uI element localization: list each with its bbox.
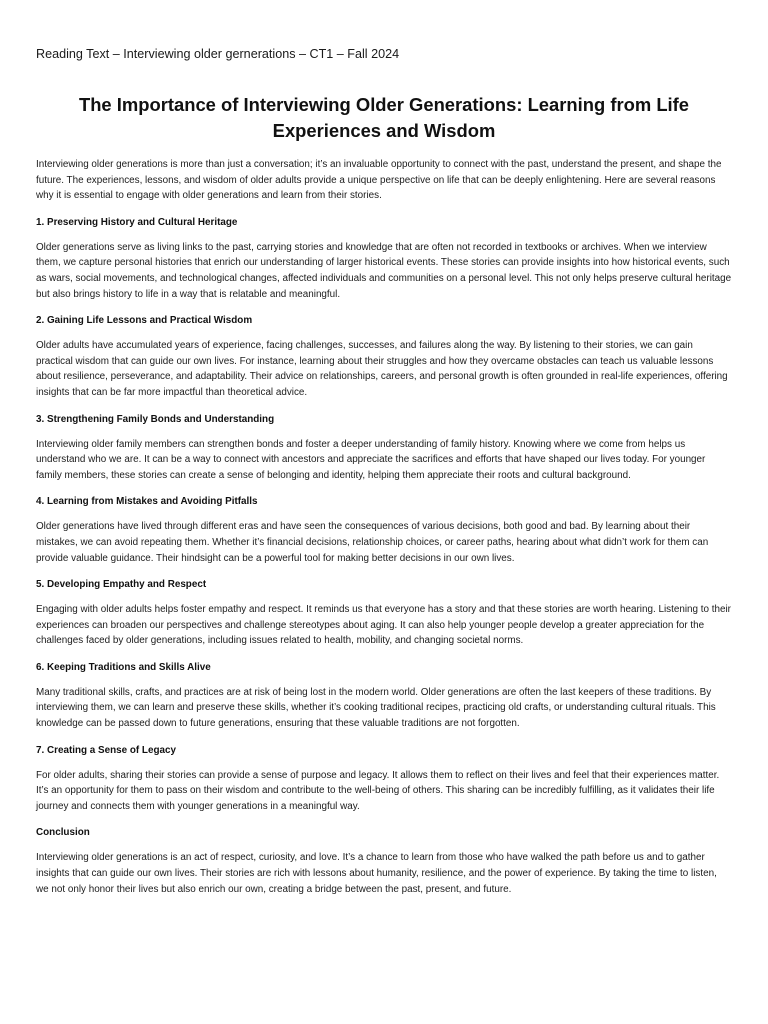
section-heading: 1. Preserving History and Cultural Heritage <box>36 216 238 228</box>
section-paragraph: Engaging with older adults helps foster empathy and respect. It reminds us that everyone has a story and that these stories are worth hearing. Listening to their experiences can broaden our perspectives and challenge stereotypes about aging. It can also help younger people develop a greater appreciation for the challenges faced by older generations, including issues related to health, mobility, and changing societal norms. <box>36 604 731 647</box>
conclusion-section <box>36 826 732 897</box>
section-heading: 2. Gaining Life Lessons and Practical Wisdom <box>36 315 253 327</box>
intro-paragraph: Interviewing older generations is more than just a conversation; it’s an invaluable opportunity to connect with the past, understand the present, and shape the future. The experiences, lessons, and wisdom of older adults provide a unique perspective on life that can be deeply enlightening. Here are several reasons why it is essential to engage with older generations and learn from their stories. <box>36 159 722 202</box>
section-paragraph: Older adults have accumulated years of experience, facing challenges, successes, and failures along the way. By listening to their stories, we can gain practical wisdom that can guide our own lives. For instance, learning about their struggles and how they overcame obstacles can teach us valuable lessons about resilience, perseverance, and adaptability. Their advice on relationships, careers, and personal growth is often grounded in real-life experiences, offering insights that can be far more impactful than theoretical advice. <box>36 340 728 398</box>
section-paragraph: Many traditional skills, crafts, and practices are at risk of being lost in the modern world. Older generations are often the last keepers of these traditions. By interviewing them, we can learn and preserve these skills, whether it’s cooking traditional recipes, practicing old crafts, or understanding cultural rituals. This knowledge can be passed down to future generations, ensuring that these valuable traditions are not forgotten. <box>36 686 716 730</box>
section-heading: 4. Learning from Mistakes and Avoiding Pitfalls <box>36 496 258 508</box>
section-paragraph: For older adults, sharing their stories can provide a sense of purpose and legacy. It allows them to reflect on their lives and feel that their experiences matter. It’s an opportunity for them to pass on their wisdom and contribute to the well-being of others. This sharing can be incredibly fulfilling, as it validates their life journey and connects them with younger generations in a meaningful way. <box>36 769 720 812</box>
section-7 <box>36 744 732 815</box>
section-heading: 3. Strengthening Family Bonds and Understanding <box>36 413 275 425</box>
conclusion-paragraph: Interviewing older generations is an act of respect, curiosity, and love. It’s a chance to learn from those who have walked the path before us and to gather insights that can guide our own lives. Their stories are rich with lessons about humanity, resilience, and the power of experience. By taking the time to listen, we not only honor their lives but also enrich our own, creating a bridge between the past, present, and future. <box>36 852 717 895</box>
section-heading: 7. Creating a Sense of Legacy <box>36 744 176 756</box>
section-6 <box>36 661 732 732</box>
section-heading: 6. Keeping Traditions and Skills Alive <box>36 661 211 673</box>
section-2 <box>36 314 732 400</box>
section-3 <box>36 413 732 484</box>
section-paragraph: Older generations serve as living links to the past, carrying stories and knowledge that are often not recorded in textbooks or archives. When we interview them, we capture personal histories that enrich our understanding of larger historical events. These stories can provide insights into how historical events, such as wars, social movements, and technological changes, affected individuals and communities on a personal level. This not only helps preserve cultural heritage but also brings history to life in a way that is relatable and meaningful. <box>36 241 732 300</box>
section-1 <box>36 216 732 302</box>
section-heading: 5. Developing Empathy and Respect <box>36 579 207 591</box>
section-4 <box>36 495 732 566</box>
reading-label: Reading Text – Interviewing older gernerations – CT1 – Fall 2024 <box>36 47 400 61</box>
page-title: The Importance of Interviewing Older Generations: Learning from Life Experiences and Wisdom <box>78 94 690 141</box>
section-paragraph: Older generations have lived through different eras and have seen the consequences of various decisions, both good and bad. By learning about their mistakes, we can avoid repeating them. Whether it’s financial decisions, relationship choices, or career paths, hearing about what didn’t work for them can provide valuable guidance. Their hindsight can be a powerful tool for making better decisions in our own lives. <box>36 521 709 564</box>
section-5 <box>36 578 732 649</box>
section-paragraph: Interviewing older family members can strengthen bonds and foster a deeper understanding of family history. Knowing where we come from helps us understand who we are. It can be a way to connect with ancestors and appreciate the sacrifices and efforts that have shaped our lives today. For younger family members, these stories can create a sense of belonging and identity, helping them appreciate their roots and cultural background. <box>36 438 706 481</box>
conclusion-heading: Conclusion <box>36 827 90 839</box>
